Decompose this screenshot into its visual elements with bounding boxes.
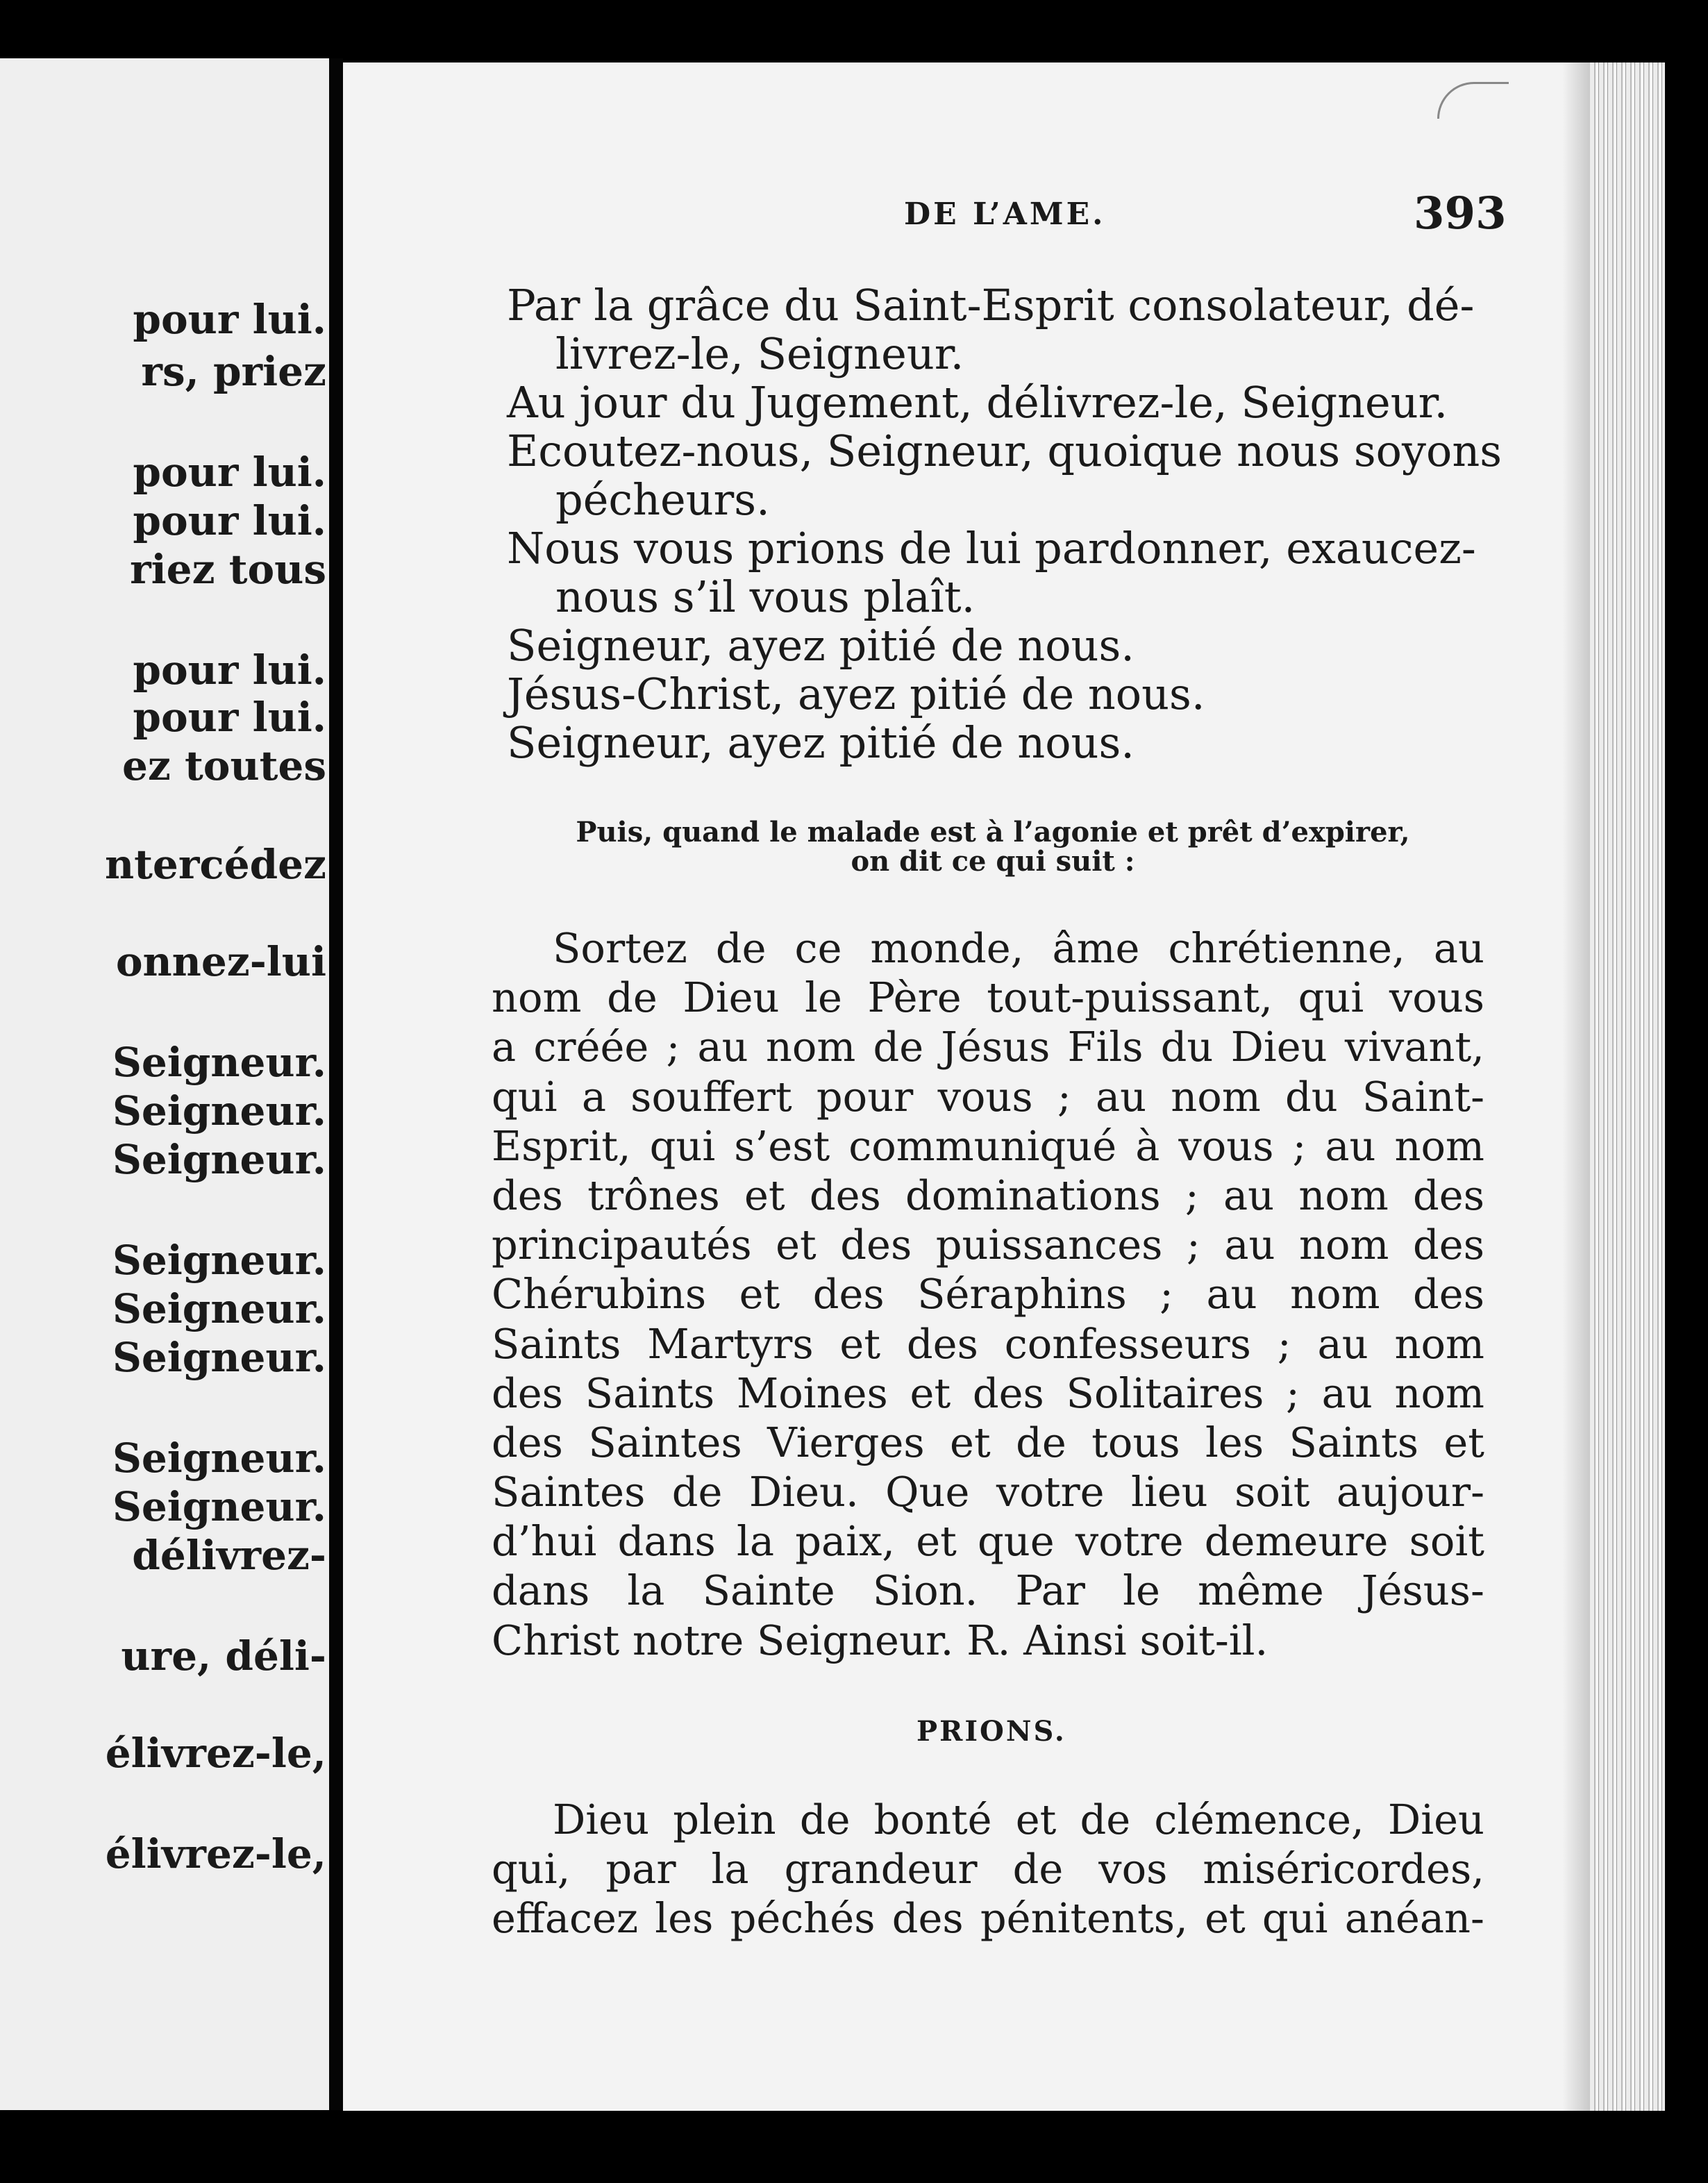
page-edges (1590, 62, 1665, 2111)
paragraph-line: des trônes et des dominations ; au nom des (492, 1171, 1484, 1219)
paragraph-line: des Saintes Vierges et de tous les Saints et (492, 1418, 1484, 1466)
left-page-line: Seigneur. (112, 1285, 326, 1332)
left-page-line: pour lui. (133, 694, 326, 741)
litany-line: pécheurs. (555, 474, 770, 525)
litany-line: Seigneur, ayez pitié de nous. (507, 620, 1135, 671)
running-head: DE L’AME. (904, 196, 1106, 232)
prions-heading: PRIONS. (916, 1715, 1066, 1748)
prayer-paragraph-2 (492, 1795, 1484, 1943)
paragraph-line: qui a souffert pour vous ; au nom du Saint- (492, 1072, 1484, 1121)
page-number: 393 (1414, 187, 1507, 240)
left-page-line: élivrez-le, (105, 1730, 326, 1777)
left-page-line: ez toutes (122, 742, 326, 789)
left-page-line: Seigneur. (112, 1237, 326, 1284)
left-page-line: pour lui. (133, 296, 326, 343)
litany-line: Seigneur, ayez pitié de nous. (507, 717, 1135, 768)
paragraph-line: qui, par la grandeur de vos miséricordes, (492, 1845, 1484, 1893)
left-page-line: onnez-lui (115, 938, 326, 985)
left-page-line: ntercédez (104, 841, 326, 888)
litany-line: nous s’il vous plaît. (555, 571, 976, 622)
paragraph-line: nom de Dieu le Père tout-puissant, qui vous (492, 973, 1484, 1022)
litany-line: Nous vous prions de lui pardonner, exaucez- (507, 523, 1476, 574)
litany-line: Au jour du Jugement, délivrez-le, Seigneur. (507, 377, 1448, 428)
paragraph-line: dans la Sainte Sion. Par le même Jésus- (492, 1566, 1484, 1615)
paragraph-line: Dieu plein de bonté et de clémence, Dieu (553, 1796, 1484, 1843)
left-page-line: Seigneur. (112, 1136, 326, 1183)
left-page-line: Seigneur. (112, 1483, 326, 1530)
paragraph-line: d’hui dans la paix, et que votre demeure soit (492, 1517, 1484, 1566)
book-gutter (329, 58, 343, 2110)
litany (507, 281, 1502, 767)
litany-line: Par la grâce du Saint-Esprit consolateur, dé- (507, 280, 1475, 331)
rubric (528, 818, 1458, 876)
left-page-line: Seigneur. (112, 1435, 326, 1482)
left-page-line: rs, priez (141, 348, 326, 395)
litany-line: Ecoutez-nous, Seigneur, quoique nous soyons (507, 426, 1502, 476)
paragraph-line: a créée ; au nom de Jésus Fils du Dieu vivant, (492, 1023, 1484, 1071)
paragraph-line: Saints Martyrs et des confesseurs ; au nom (492, 1319, 1484, 1368)
paragraph-line: Christ notre Seigneur. R. Ainsi soit-il. (492, 1616, 1269, 1664)
left-page-line: Seigneur. (112, 1039, 326, 1086)
paragraph-line: des Saints Moines et des Solitaires ; au nom (492, 1369, 1484, 1417)
left-page-line: pour lui. (133, 646, 326, 694)
rubric-line-2: on dit ce qui suit : (851, 845, 1135, 878)
left-page-line: pour lui. (133, 449, 326, 496)
rubric-line-1: Puis, quand le malade est à l’agonie et prêt d’expirer, (576, 816, 1410, 848)
left-page-line: Seigneur. (112, 1087, 326, 1135)
left-page (0, 58, 329, 2110)
litany-line: Jésus-Christ, ayez pitié de nous. (507, 669, 1205, 719)
paragraph-line: Saintes de Dieu. Que votre lieu soit aujour- (492, 1468, 1484, 1516)
left-page-line: ure, déli- (121, 1632, 326, 1680)
left-page-line: pour lui. (133, 497, 326, 544)
left-page-line: élivrez-le, (105, 1830, 326, 1877)
left-page-line: délivrez- (132, 1532, 326, 1579)
paragraph-line: effacez les péchés des pénitents, et qui anéan- (492, 1894, 1484, 1943)
left-page-line: Seigneur. (112, 1334, 326, 1381)
paragraph-line: Sortez de ce monde, âme chrétienne, au (553, 924, 1484, 972)
paragraph-line: Esprit, qui s’est communiqué à vous ; au nom (492, 1121, 1484, 1170)
prayer-paragraph-1 (492, 923, 1484, 1665)
paragraph-line: principautés et des puissances ; au nom des (492, 1221, 1484, 1269)
left-page-line: riez tous (130, 546, 326, 593)
paragraph-line: Chérubins et des Séraphins ; au nom des (492, 1270, 1484, 1319)
litany-line: livrez-le, Seigneur. (555, 328, 964, 379)
